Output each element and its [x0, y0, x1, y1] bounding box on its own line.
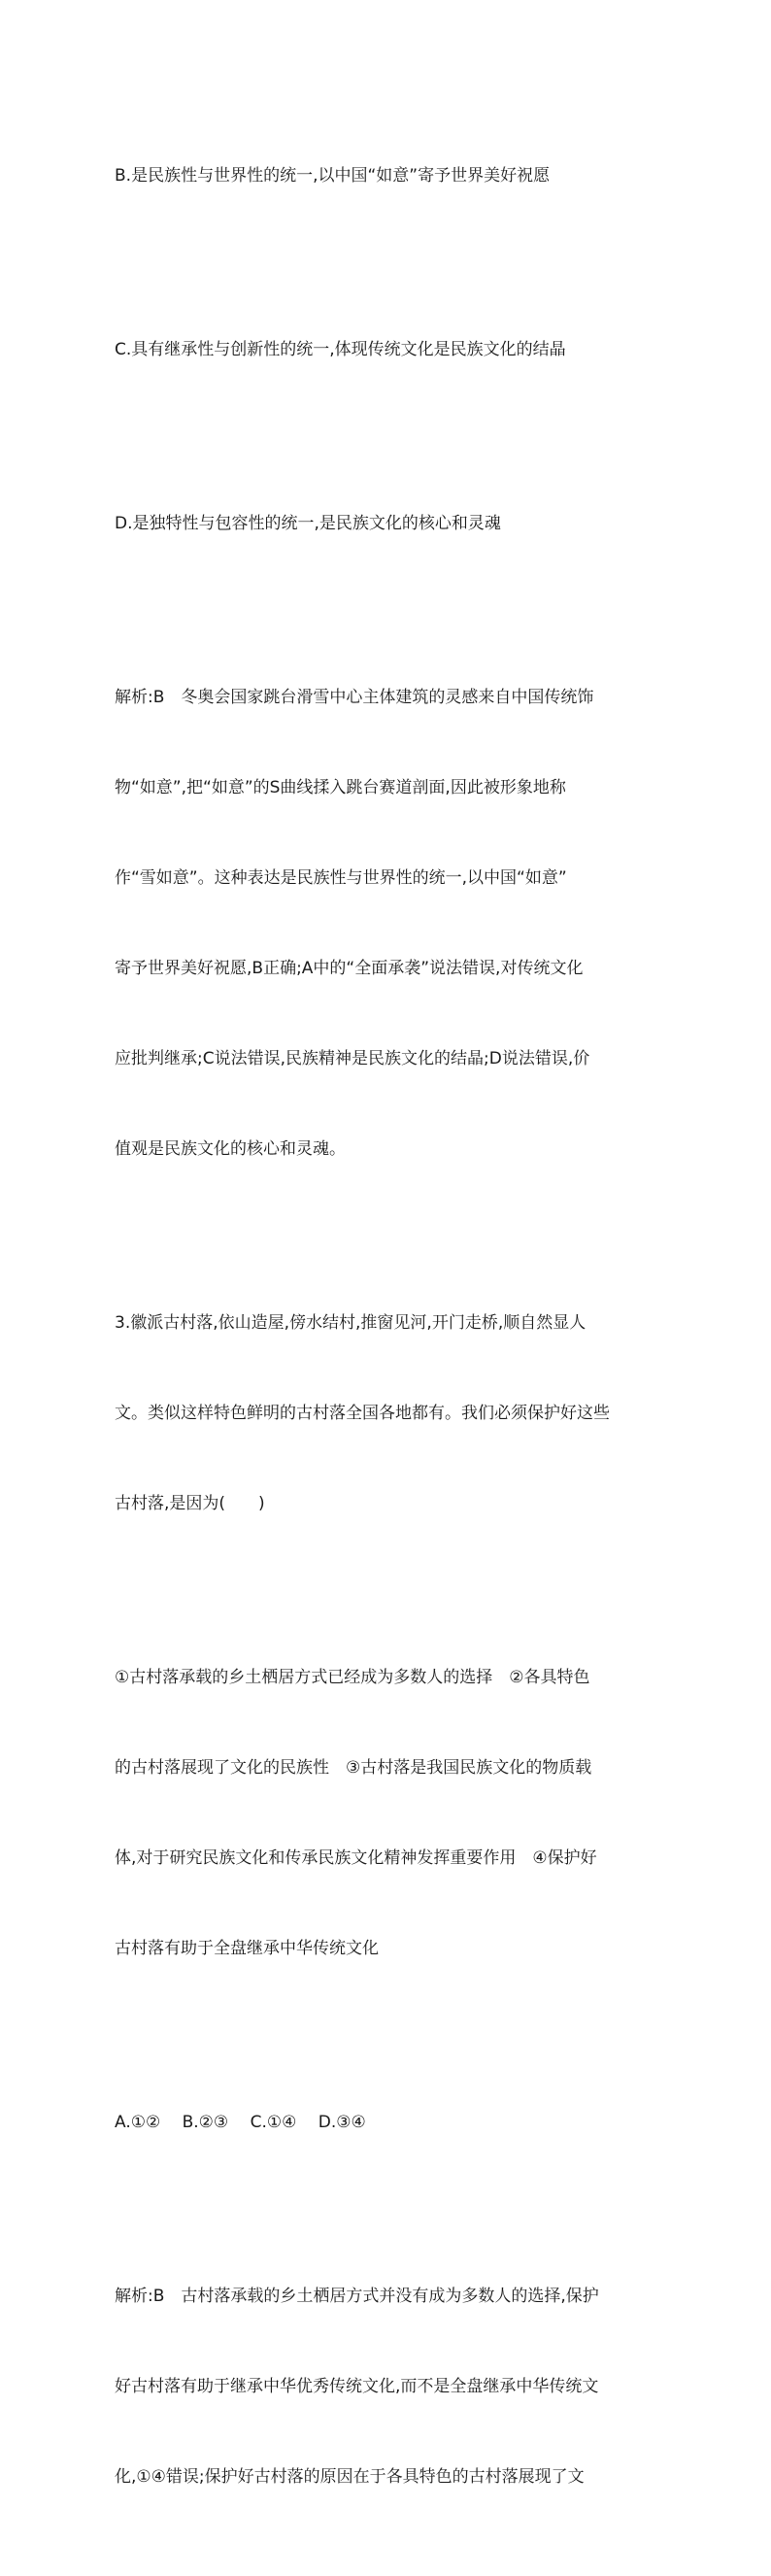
text-line: 3.徽派古村落,依山造屋,傍水结村,推窗见河,开门走桥,顺自然显人 [115, 1313, 587, 1333]
text-line: B.是民族性与世界性的统一,以中国“如意”寄予世界美好祝愿 [115, 166, 551, 186]
text-line: 解析:B 冬奥会国家跳台滑雪中心主体建筑的灵感来自中国传统饰 [115, 688, 594, 707]
text-line: 古村落,是因为( ) [115, 1494, 265, 1513]
text-line: 值观是民族文化的核心和灵魂。 [115, 1139, 346, 1159]
text-line: 物“如意”,把“如意”的S曲线揉入跳台赛道剖面,因此被形象地称 [115, 778, 566, 797]
document-content [115, 101, 664, 2576]
question-3-statements [115, 1603, 664, 2024]
option-b [115, 101, 664, 252]
text-line: 好古村落有助于继承中华优秀传统文化,而不是全盘继承中华传统文 [115, 2377, 599, 2396]
option-c [115, 275, 664, 425]
text-line: 化,①④错误;保护好古村落的原因在于各具特色的古村落展现了文 [115, 2467, 585, 2487]
text-line: C.具有继承性与创新性的统一,体现传统文化是民族文化的结晶 [115, 340, 566, 359]
text-line: 解析:B 古村落承载的乡土栖居方式并没有成为多数人的选择,保护 [115, 2287, 599, 2306]
text-line: 寄予世界美好祝愿,B正确;A中的“全面承袭”说法错误,对传统文化 [115, 959, 584, 978]
analysis-question-3 [115, 2221, 664, 2553]
text-line: ①古村落承载的乡土栖居方式已经成为多数人的选择 ②各具特色 [115, 1668, 590, 1687]
analysis-question-2 [115, 623, 664, 1225]
text-line: 体,对于研究民族文化和传承民族文化精神发挥重要作用 ④保护好 [115, 1848, 597, 1868]
text-line: D.是独特性与包容性的统一,是民族文化的核心和灵魂 [115, 514, 501, 533]
text-line: 的古村落展现了文化的民族性 ③古村落是我国民族文化的物质载 [115, 1758, 592, 1778]
option-d [115, 449, 664, 599]
text-line: 文。类似这样特色鲜明的古村落全国各地都有。我们必须保护好这些 [115, 1404, 610, 1423]
question-3-choices [115, 2048, 664, 2198]
text-line: 应批判继承;C说法错误,民族精神是民族文化的结晶;D说法错误,价 [115, 1049, 590, 1068]
question-3-stem [115, 1248, 664, 1579]
text-line: A.①② B.②③ C.①④ D.③④ [115, 2113, 366, 2132]
text-line: 作“雪如意”。这种表达是民族性与世界性的统一,以中国“如意” [115, 868, 567, 888]
text-line: 古村落有助于全盘继承中华传统文化 [115, 1939, 379, 1958]
